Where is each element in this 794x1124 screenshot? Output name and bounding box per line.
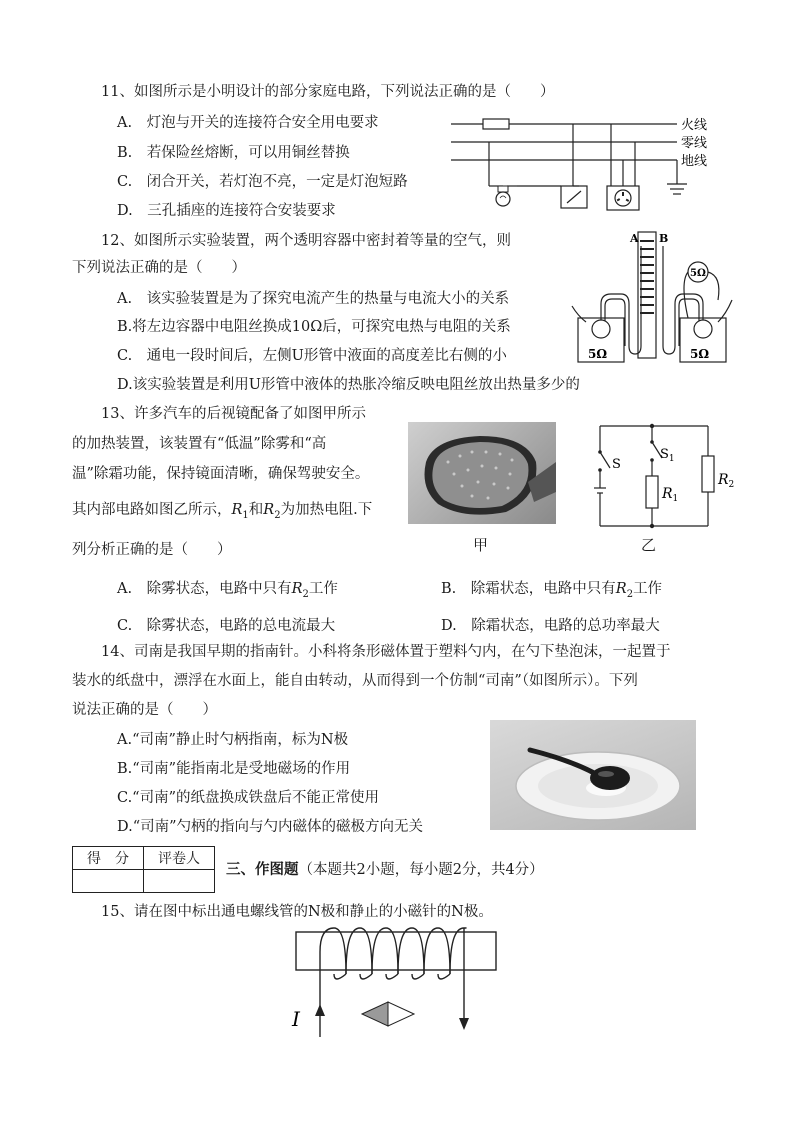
q11-socket-holes (617, 192, 630, 202)
q13-option-c: C. 除雾状态，电路的总电流最大 (117, 618, 336, 634)
q13-option-a-r: R (291, 581, 303, 597)
q13-r1-sub: 1 (242, 509, 249, 521)
q11-label-live: 火线 (681, 118, 708, 133)
q13-option-a-post: 工作 (308, 581, 338, 597)
q12-option-d: D.该实验装置是利用U形管中液体的热胀冷缩反映电阻丝放出热量多少的 (117, 377, 580, 393)
q14-option-d: D.“司南”勺柄的指向与勺内磁体的磁极方向无关 (117, 819, 424, 835)
section3-title: 三、作图题 (226, 861, 299, 878)
q13-option-b (441, 579, 662, 605)
q13-and: 和 (248, 502, 264, 518)
score-box-grader-cell[interactable] (144, 870, 215, 893)
section3-note: （本题共2小题，每小题2分，共4分） (298, 862, 544, 878)
q13-option-b-r: R (615, 581, 627, 597)
q13-circuit-r2-letter: R (718, 472, 729, 488)
q13-circuit-s: S (612, 457, 621, 472)
q13-stem-line3: 温”除霜功能，保持镜面清晰，确保驾驶安全。 (72, 466, 370, 482)
q12-option-a: A. 该实验装置是为了探究电流产生的热量与电流大小的关系 (117, 291, 510, 307)
q12-stem-line1: 12、如图所示实验装置，两个透明容器中密封着等量的空气，则 (101, 233, 511, 249)
q12-label-r-right: 5Ω (690, 347, 710, 361)
q13-circuit-s1 (660, 447, 675, 464)
q13-option-b-post: 工作 (633, 581, 663, 597)
q14-option-c: C.“司南”的纸盘换成铁盘后不能正常使用 (117, 790, 380, 806)
q14-option-b: B.“司南”能指南北是受地磁场的作用 (117, 761, 351, 777)
q13-stem-line4 (72, 500, 372, 526)
q13-stem-line4-b: 为加热电阻.下 (280, 502, 373, 518)
q13-circuit-r2-sub: 2 (728, 480, 735, 490)
score-box-grader-header: 评卷人 (144, 847, 215, 870)
q13-circuit-r2 (717, 472, 734, 490)
score-box-score-header: 得 分 (73, 847, 144, 870)
q11-stem: 11、如图所示是小明设计的部分家庭电路，下列说法正确的是（ ） (101, 84, 555, 100)
q11-bulb-icon (496, 186, 510, 206)
q11-home-circuit-diagram (445, 110, 725, 218)
q13-stem-line1: 13、许多汽车的后视镜配备了如图甲所示 (101, 406, 366, 422)
q13-circuit-s1-letter: S (660, 447, 669, 462)
q13-option-a-sub: 2 (302, 588, 309, 600)
q11-label-neutral: 零线 (681, 136, 708, 151)
q11-label-ground: 地线 (681, 154, 708, 169)
q13-option-b-pre: B. 除霜状态，电路中只有 (441, 581, 616, 597)
q12-label-b: B (659, 232, 669, 245)
q12-joule-heat-apparatus (566, 226, 746, 366)
q12-label-a: A (630, 232, 639, 245)
q11-option-a: A. 灯泡与开关的连接符合安全用电要求 (117, 115, 379, 131)
q13-stem-line5: 列分析正确的是（ ） (72, 542, 232, 558)
q13-stem-line4-a: 其内部电路如图乙所示， (72, 502, 232, 518)
q13-heater-circuit-diagram (590, 420, 735, 532)
q13-option-a-pre: A. 除雾状态，电路中只有 (117, 581, 292, 597)
q13-fig-jia-label: 甲 (473, 536, 489, 554)
q13-circuit-r1-sub: 1 (672, 494, 679, 504)
q14-option-a: A.“司南”静止时勺柄指南，标为N极 (117, 732, 349, 748)
q11-option-d: D. 三孔插座的连接符合安装要求 (117, 203, 336, 219)
q13-option-a (117, 579, 338, 605)
score-box (72, 846, 215, 893)
q13-circuit-s1-sub: 1 (668, 454, 675, 464)
q14-stem-line2: 装水的纸盘中，漂浮在水面上，能自由转动，从而得到一个仿制“司南”（如图所示）。下列 (72, 673, 638, 689)
q12-label-r-left: 5Ω (588, 347, 608, 361)
q13-option-b-sub: 2 (626, 588, 634, 600)
q11-option-c: C. 闭合开关，若灯泡不亮，一定是灯泡短路 (117, 174, 408, 190)
q15-compass-needle-icon (362, 1002, 414, 1026)
q12-option-c: C. 通电一段时间后，左侧U形管中液面的高度差比右侧的小 (117, 348, 507, 364)
q13-circuit-r1-letter: R (662, 486, 673, 502)
q15-current-label: I (292, 1007, 300, 1031)
q14-stem-line3: 说法正确的是（ ） (72, 702, 217, 718)
q14-sinan-photo (490, 720, 696, 830)
q13-mirror-photo (408, 422, 556, 524)
q13-circuit-r1 (661, 486, 678, 504)
q15-arrow-down-icon (459, 1018, 469, 1030)
q12-stem-line2: 下列说法正确的是（ ） (72, 260, 246, 276)
q12-option-b: B.将左边容器中电阻丝换成10Ω后，可探究电热与电阻的关系 (117, 319, 511, 335)
q15-arrow-up-icon (315, 1004, 325, 1016)
q13-option-d: D. 除霜状态，电路的总功率最大 (441, 618, 660, 634)
q13-r2-sub: 2 (274, 509, 281, 521)
score-box-score-cell[interactable] (73, 870, 144, 893)
q13-stem-line2: 的加热装置，该装置有“低温”除雾和“高 (72, 436, 327, 452)
q14-stem-line1: 14、司南是我国早期的指南针。小科将条形磁体置于塑料勺内，在勺下垫泡沫，一起置于 (101, 644, 671, 660)
q11-option-b: B. 若保险丝熔断，可以用铜丝替换 (117, 145, 350, 161)
q13-fig-yi-label: 乙 (641, 536, 657, 554)
q15-stem: 15、请在图中标出通电螺线管的N极和静止的小磁针的N极。 (101, 904, 493, 920)
q15-solenoid-diagram (290, 922, 510, 1042)
q13-r1: R (231, 502, 243, 518)
section3-heading (226, 860, 544, 880)
q12-label-r-top: 5Ω (690, 268, 706, 279)
q13-r2: R (263, 502, 275, 518)
